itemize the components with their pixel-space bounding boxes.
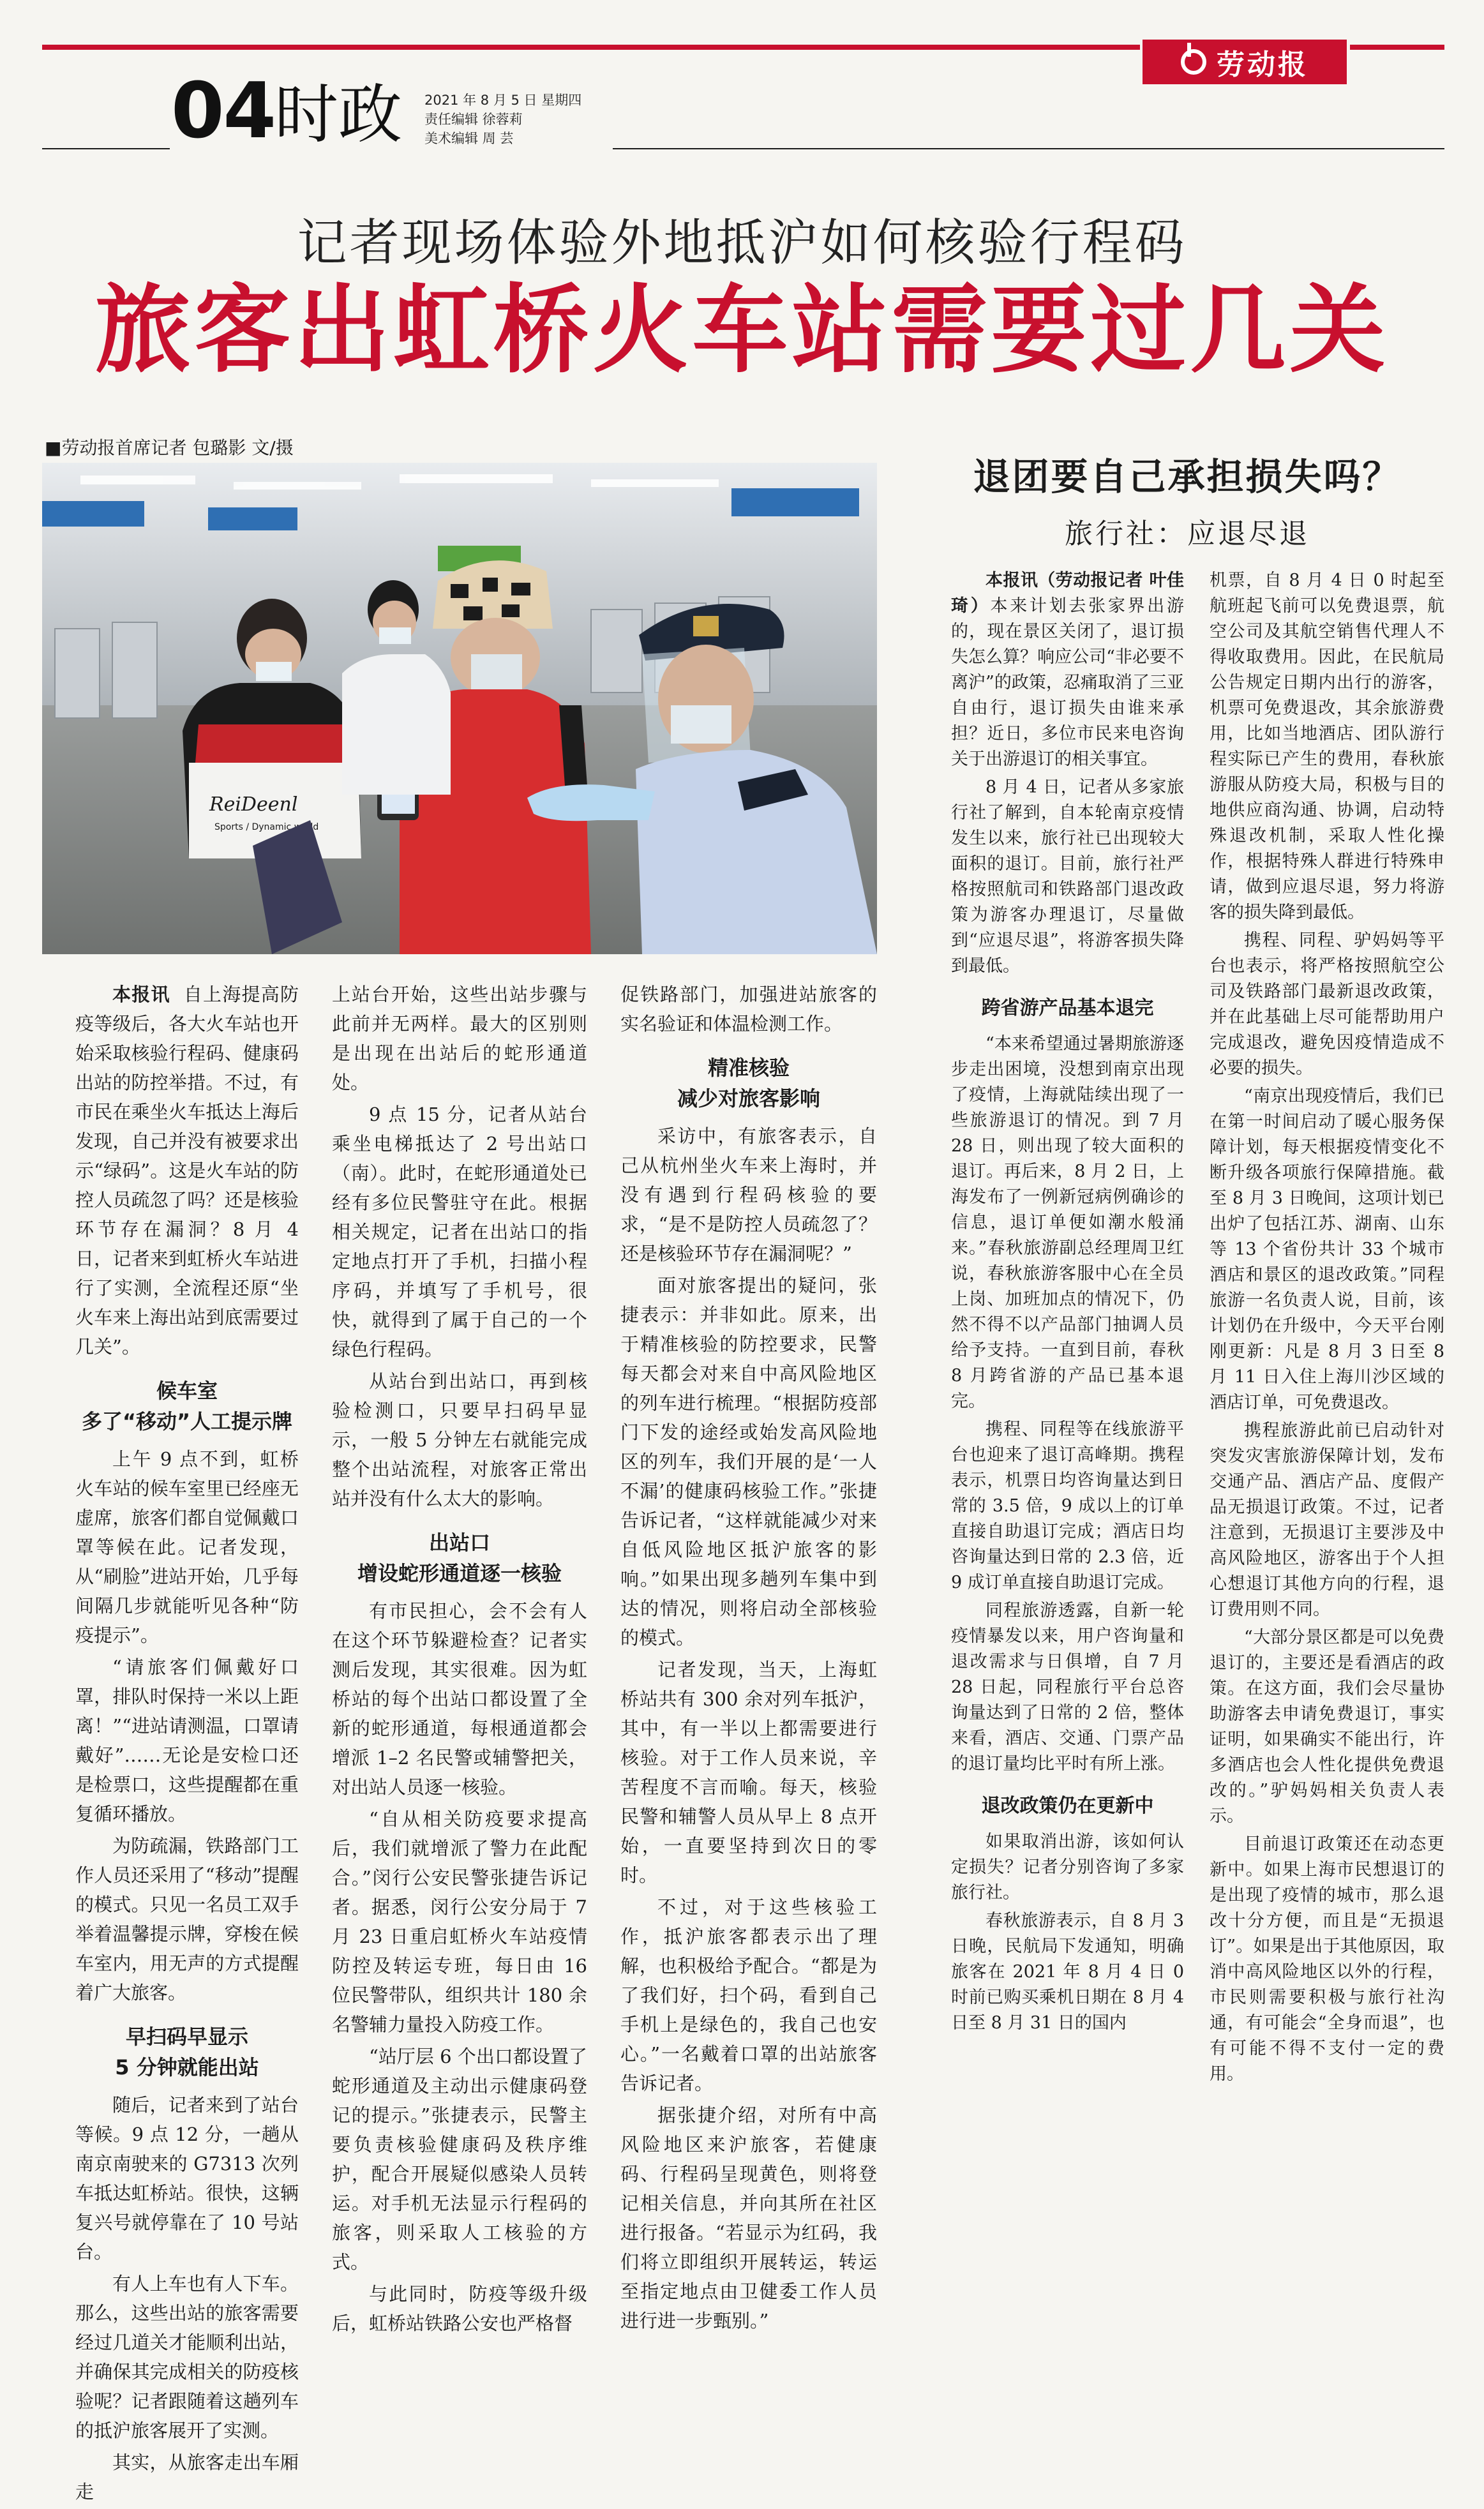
main-paragraph: 记者发现，当天，上海虹桥站共有 300 余对列车抵沪，其中，有一半以上都需要进行核验。对于工作人员来说，辛苦程度不言而喻。每天，核验民警和辅警人员从早上 8 点开始，一直要坚持到次日的零时。 — [620, 1659, 877, 1886]
side-column-1 — [951, 568, 1184, 2039]
edition-meta — [424, 91, 581, 148]
side-paragraph: “南京出现疫情后，我们已在第一时间启动了暖心服务保障计划，每天根据疫情变化不断升级各项旅行保障措施。截至 8 月 3 日晚间，这项计划已出炉了包括江苏、湖南、山东等 13 个省份共计 33 个城市酒店和景区的退改政策。”同程旅游一名负责人说，目前，该计划仍在升级中，今天平台刚刚更新：凡是 8 月 3 日至 8 月 11 日入住上海川沙区域的酒店订单，可免费退改。 — [1210, 1086, 1444, 1412]
side-paragraph: 本报讯（劳动报记者 叶佳琦）本来计划去张家界出游的，现在景区关闭了，退订损失怎么算？响应公司“非必要不离沪”的政策，忍痛取消了三亚自由行，退订损失由谁来承担？近日，多位市民来电咨询关于出游退订的相关事宜。 — [951, 571, 1185, 769]
main-paragraph: “站厅层 6 个出口都设置了蛇形通道及主动出示健康码登记的提示。”张捷表示，民警主要负责核验健康码及秩序维护，配合开展疑似感染人员转运。对手机无法显示行程码的旅客，则采取人工核验的方式。 — [332, 2046, 587, 2273]
main-paragraph: 上午 9 点不到，虹桥火车站的候车室里已经座无虚席，旅客们都自觉佩戴口罩等候在此。记者发现，从“刷脸”进站开始，几乎每间隔几步就能听见各种“防疫提示”。 — [75, 1448, 299, 1646]
shirt-text: ReiDeenl — [209, 793, 298, 816]
main-column-3 — [620, 980, 877, 2338]
side-paragraph: “大部分景区都是可以免费退订的，主要还是看酒店的政策。在这方面，我们会尽量协助游客去申请免费退订，事实证明，如果确实不能出行，许多酒店也会人性化提供免费退改的。”驴妈妈相关负责人表示。 — [1210, 1628, 1444, 1826]
logo-icon — [1181, 49, 1206, 75]
side-paragraph: 8 月 4 日，记者从多家旅行社了解到，自本轮南京疫情发生以来，旅行社已出现较大面积的退订。目前，旅行社严格按照航司和铁路部门退改政策为游客办理退订，尽量做到“应退尽退”，将游客损失降到最低。 — [951, 777, 1184, 976]
side-headline: 退团要自己承担损失吗？ — [973, 455, 1402, 498]
subhead-policy-update: 退改政策仍在更新中 — [981, 1795, 1154, 1817]
side-paragraph: 春秋旅游表示，自 8 月 3 日晚，民航局下发通知，明确旅客在 2021 年 8 月 4 日 0 时前已购买乘机日期在 8 月 4 日至 8 月 31 日的国内 — [951, 1911, 1184, 2033]
main-paragraph: 不过，对于这些核验工作，抵沪旅客都表示出了理解，也积极给予配合。“都是为了我们好，扫个码，看到自己手机上是绿色的，我自己也安心。”一名戴着口罩的出站旅客告诉记者。 — [620, 1896, 877, 2094]
top-red-rule — [42, 45, 1140, 50]
header-thin-rule-left — [42, 148, 170, 149]
subhead-precise-check: 精准核验 减少对旅客影响 — [677, 1056, 820, 1111]
subhead-cross-province: 跨省游产品基本退完 — [981, 997, 1154, 1019]
side-paragraph: 携程、同程等在线旅游平台也迎来了退订高峰期。携程表示，机票日均咨询量达到日常的 3.5 倍，9 成以上的订单直接自助退订完成；酒店日均咨询量达到日常的 2.3 倍，近 9 成订单直接自助退订完成。 — [951, 1419, 1184, 1592]
side-column-2 — [1210, 568, 1444, 2090]
side-paragraph: 如果取消出游，该如何认定损失？记者分别咨询了多家旅行社。 — [951, 1832, 1184, 1903]
main-paragraph: 促铁路部门，加强进站旅客的实名验证和体温检测工作。 — [620, 984, 877, 1035]
main-paragraph: 本报讯 自上海提高防疫等级后，各大火车站也开始采取核验行程码、健康码出站的防控举措。不过，有市民在乘坐火车抵达上海后发现，自己并没有被要求出示“绿码”。这是火车站的防控人员疏忽了吗？还是核验环节存在漏洞？8 月 4 日，记者来到虹桥火车站进行了实测，全流程还原“坐火车来上海出站到底需要过几关”。 — [75, 984, 299, 1358]
page-number: 04 — [171, 67, 275, 156]
main-paragraph: 上站台开始，这些出站步骤与此前并无两样。最大的区别则是出现在出站后的蛇形通道处。 — [332, 984, 587, 1093]
side-dateline-lead: 本报讯（劳动报记者 叶佳琦） — [951, 571, 1184, 616]
side-paragraph: 携程旅游此前已启动针对突发灾害旅游保障计划，发布交通产品、酒店产品、度假产品无损退订政策。不过，记者注意到，无损退订主要涉及中高风险地区，游客出于个人担心想退订其他方向的行程，退订费用则不同。 — [1210, 1421, 1444, 1619]
main-paragraph: 与此同时，防疫等级升级后，虹桥站铁路公安也严格督 — [332, 2283, 587, 2334]
main-paragraph: 9 点 15 分，记者从站台乘坐电梯抵达了 2 号出站口（南）。此时，在蛇形通道处已经有多位民警驻守在此。根据相关规定，记者在出站口的指定地点打开了手机，扫描小程序码，并填写了手机号，很快，就得到了属于自己的一个绿色行程码。 — [332, 1104, 587, 1360]
date-line: 2021 年 8 月 5 日 星期四 — [424, 93, 582, 108]
main-paragraph: 有人上车也有人下车。那么，这些出站的旅客需要经过几道关才能顺利出站，并确保其完成相关的防疫核验呢？记者跟随着这趟列车的抵沪旅客展开了实测。 — [75, 2273, 299, 2441]
station-photo-illustration — [42, 463, 877, 954]
side-paragraph: 同程旅游透露，自新一轮疫情暴发以来，用户咨询量和退改需求与日俱增，自 7 月 28 日起，同程旅行平台总咨询量达到了日常的 2 倍，整体来看，酒店、交通、门票产品的退订量均比平时有所上涨。 — [951, 1601, 1184, 1774]
main-column-2 — [332, 980, 587, 2340]
newspaper-logo — [1143, 40, 1347, 84]
news-photo — [42, 463, 877, 954]
main-paragraph: 有市民担心，会不会有人在这个环节躲避检查？记者实测后发现，其实很难。因为虹桥站的每个出站口都设置了全新的蛇形通道，每根通道都会增派 1–2 名民警或辅警把关，对出站人员逐一核验。 — [332, 1600, 587, 1798]
main-column-1 — [75, 980, 299, 2509]
side-paragraph: 携程、同程、驴妈妈等平台也表示，将严格按照航空公司及铁路部门最新退改政策，并在此基础上尽可能帮助用户完成退改，避免因疫情造成不必要的损失。 — [1210, 931, 1444, 1078]
logo-text: 劳动报 — [1217, 49, 1308, 81]
art-editor-line: 美术编辑 周 芸 — [424, 131, 514, 146]
header-thin-rule-right — [613, 148, 1444, 149]
main-paragraph: 从站台到出站口，再到核验检测口，只要早扫码早显示，一般 5 分钟左右就能完成整个出站流程，对旅客正常出站并没有什么太大的影响。 — [332, 1370, 587, 1509]
main-headline: 旅客出虹桥火车站需要过几关 — [94, 274, 1390, 386]
main-kicker: 记者现场体验外地抵沪如何核验行程码 — [297, 214, 1187, 272]
main-paragraph: 其实，从旅客走出车厢走 — [75, 2452, 299, 2503]
main-paragraph: 据张捷介绍，对所有中高风险地区来沪旅客，若健康码、行程码呈现黄色，则将登记相关信息，并向其所在社区进行报备。“若显示为红码，我们将立即组织开展转运，转运至指定地点由卫健委工作人员进行进一步甄别。” — [620, 2104, 877, 2332]
main-paragraph: 为防疏漏，铁路部门工作人员还采用了“移动”提醒的模式。只见一名员工双手举着温馨提示牌，穿梭在候车室内，用无声的方式提醒着广大旅客。 — [75, 1835, 299, 2003]
editor-line: 责任编辑 徐蓉莉 — [424, 112, 523, 127]
subhead-scan-early: 早扫码早显示 5 分钟就能出站 — [115, 2025, 259, 2079]
top-red-rule-right — [1350, 45, 1444, 50]
main-byline: ■劳动报首席记者 包璐影 文/摄 — [45, 437, 294, 458]
main-paragraph: “自从相关防疫要求提高后，我们就增派了警力在此配合。”闵行公安民警张捷告诉记者。据悉，闵行公安分局于 7 月 23 日重启虹桥火车站疫情防控及转运专班，每日由 16 位民警带队，组织共计 180 余名警辅力量投入防疫工作。 — [332, 1808, 587, 2035]
shirt-subtext: Sports / Dynamic world — [214, 822, 319, 832]
subhead-exit: 出站口 增设蛇形通道逐一核验 — [357, 1531, 562, 1585]
side-paragraph: “本来希望通过暑期旅游逐步走出困境，没想到南京出现了疫情，上海就陆续出现了一些旅游退订的情况。到 7 月 28 日，则出现了较大面积的退订。再后来，8 月 2 日，上海发布了一例新冠病例确诊的信息，退订单便如潮水般涌来。”春秋旅游副总经理周卫红说，春秋旅游客服中心在全员上岗、加班加点的情况下，仍然不得不以产品部门抽调人员给予支持。一直到目前，春秋 8 月跨省游的产品已基本退完。 — [951, 1034, 1184, 1411]
main-paragraph: “请旅客们佩戴好口罩，排队时保持一米以上距离！”“进站请测温，口罩请戴好”……无论是安检口还是检票口，这些提醒都在重复循环播放。 — [75, 1656, 299, 1825]
side-paragraph: 目前退订政策还在动态更新中。如果上海市民想退订的是出现了疫情的城市，那么退改十分方便，而且是“无损退订”。如果是出于其他原因，取消中高风险地区以外的行程，市民则需要积极与旅行社沟通，有可能会“全身而退”，也有可能不得不支付一定的费用。 — [1210, 1834, 1444, 2084]
main-paragraph: 采访中，有旅客表示，自己从杭州坐火车来上海时，并没有遇到行程码核验的要求，“是不是防控人员疏忽了？还是核验环节存在漏洞呢？” — [620, 1125, 877, 1264]
side-subheadline: 旅行社：应退尽退 — [1065, 518, 1310, 550]
side-paragraph: 机票，自 8 月 4 日 0 时起至航班起飞前可以免费退票，航空公司及其航空销售代理人不得收取费用。因此，在民航局公告规定日期内出行的游客，机票可免费退改，其余旅游费用，比如当地酒店、团队游行程实际已产生的费用，春秋旅游服从防疫大局，积极与目的地供应商沟通、协调，启动特殊退改机制，采取人性化操作，根据特殊人群进行特殊申请，做到应退尽退，努力将游客的损失降到最低。 — [1210, 571, 1444, 922]
dateline-lead: 本报讯 — [112, 984, 170, 1005]
subhead-waiting-room: 候车室 多了“移动”人工提示牌 — [81, 1379, 293, 1434]
main-paragraph: 随后，记者来到了站台等候。9 点 12 分，一趟从南京南驶来的 G7313 次列车抵达虹桥站。很快，这辆复兴号就停靠在了 10 号站台。 — [75, 2094, 299, 2263]
main-paragraph: 面对旅客提出的疑问，张捷表示：并非如此。原来，出于精准核验的防控要求，民警每天都会对来自中高风险地区的列车进行梳理。“根据防疫部门下发的途经或始发高风险地区的列车，我们开展的是‘一人不漏’的健康码核验工作。”张捷告诉记者，“这样就能减少对来自低风险地区抵沪旅客的影响。”如果出现多趟列车集中到达的情况，则将启动全部核验的模式。 — [620, 1275, 877, 1649]
section-name: 时政 — [274, 77, 402, 152]
